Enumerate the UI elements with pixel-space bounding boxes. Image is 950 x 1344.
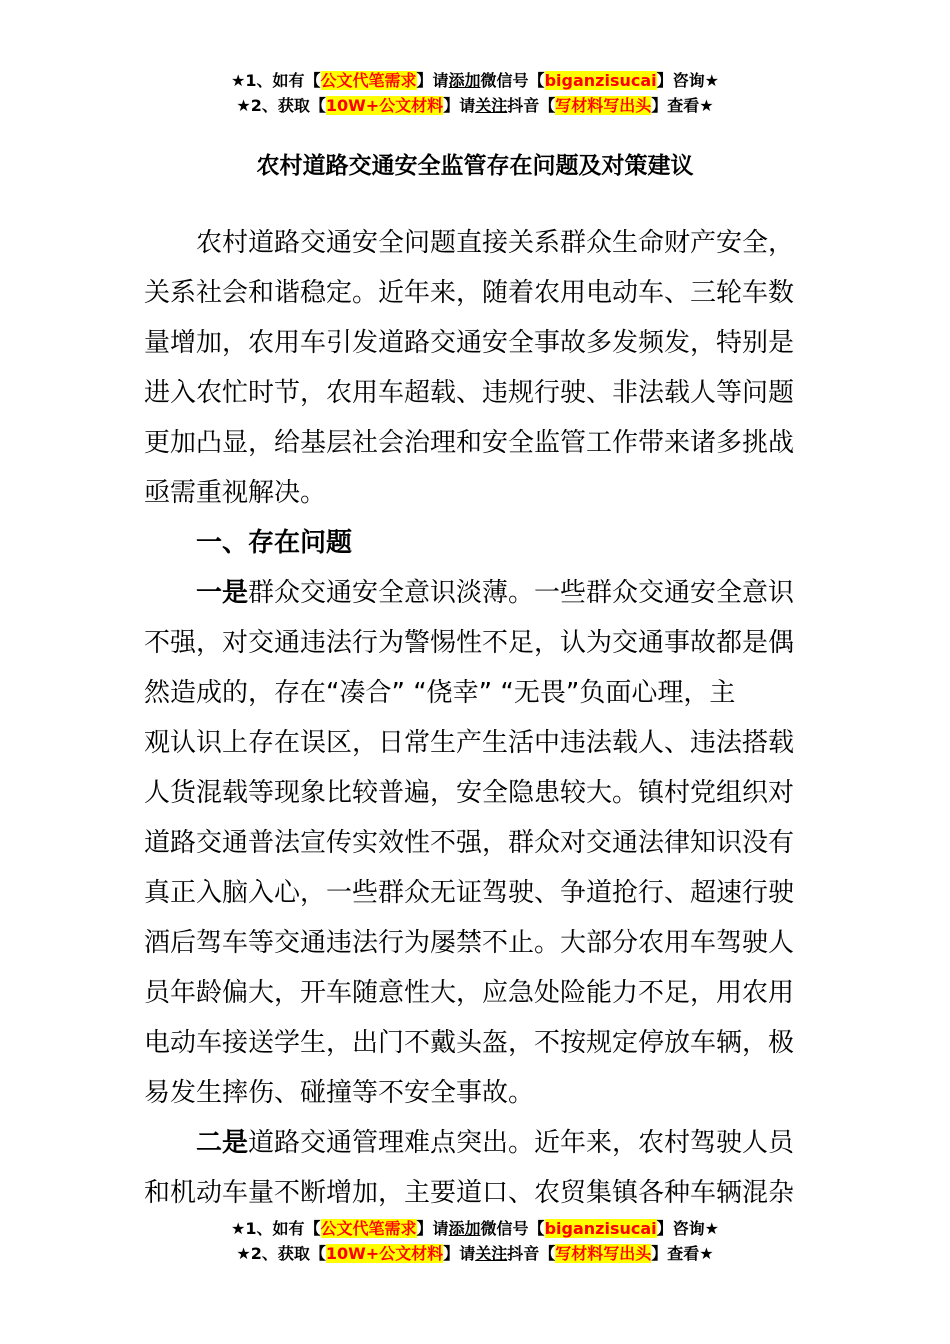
star-icon: ★	[704, 1219, 719, 1238]
star-icon: ★	[231, 71, 246, 90]
star-icon: ★	[231, 1219, 246, 1238]
point-lead: 一是	[196, 578, 249, 608]
ad-highlight-materials: 10W+公文材料	[325, 1244, 444, 1263]
point-2-paragraph: 二是道路交通管理难点突出。近年来，农村驾驶人员 和机动车量不断增加，主要道口、农贸集镇各种车辆混杂	[144, 1128, 795, 1208]
point-lead: 二是	[196, 1128, 249, 1158]
ad-highlight-wechat-id: biganzisucai	[544, 1219, 657, 1238]
star-icon: ★	[699, 1244, 714, 1263]
intro-paragraph: 农村道路交通安全问题直接关系群众生命财产安全， 关系社会和谐稳定。近年来，随着农用电动车、三轮车数 量增加，农用车引发道路交通安全事故多发频发，特别是 进入农忙时节，农用车超载、违规行驶、非法载人等问题 更加凸显，给基层社会治理和安全监管工作带来诸多挑战 亟需重视解决。	[144, 228, 795, 508]
document-title: 农村道路交通安全监管存在问题及对策建议	[256, 153, 694, 179]
ad-highlight-service: 公文代笔需求	[320, 1219, 417, 1238]
star-icon: ★	[699, 96, 714, 115]
ad-highlight-douyin: 写材料写出头	[555, 96, 652, 115]
point-1-paragraph: 一是群众交通安全意识淡薄。一些群众交通安全意识 不强，对交通违法行为警惕性不足，认为交通事故都是偶 然造成的，存在“凑合” “侥幸” “无畏”负面心理，主 观认识上存在误区，日常生产生活中违法载人、违法搭载 人货混载等现象比较普遍，安全隐患较大。镇村党组织对 道路交通普法宣传实效性不强，群众对交通法律知识没有 真正入脑入心，一些群众无证驾驶、争道抢行、超速行驶 酒后驾车等交通违法行为屡禁不止。大部分农用车驾驶人 员年龄偏大，开车随意性大，应急处险能力不足，用农用 电动车接送学生，出门不戴头盔，不按规定停放车辆，极 易发生摔伤、碰撞等不安全事故。	[144, 578, 795, 1108]
star-icon: ★	[704, 71, 719, 90]
ad-highlight-materials: 10W+公文材料	[325, 96, 444, 115]
star-icon: ★	[236, 1244, 251, 1263]
document-body	[144, 218, 808, 1218]
section-heading: 一、存在问题	[196, 528, 353, 558]
header-ad-line-2: ★2、获取【10W+公文材料】请关注抖音【写材料写出头】查看★	[236, 96, 714, 115]
ad-highlight-wechat-id: biganzisucai	[544, 71, 657, 90]
header-ad-line-1: ★1、如有【公文代笔需求】请添加微信号【biganzisucai】咨询★	[231, 71, 719, 90]
ad-highlight-service: 公文代笔需求	[320, 71, 417, 90]
footer-ad-line-1: ★1、如有【公文代笔需求】请添加微信号【biganzisucai】咨询★	[231, 1219, 719, 1238]
star-icon: ★	[236, 96, 251, 115]
footer-ad-line-2: ★2、获取【10W+公文材料】请关注抖音【写材料写出头】查看★	[236, 1244, 714, 1263]
ad-highlight-douyin: 写材料写出头	[555, 1244, 652, 1263]
